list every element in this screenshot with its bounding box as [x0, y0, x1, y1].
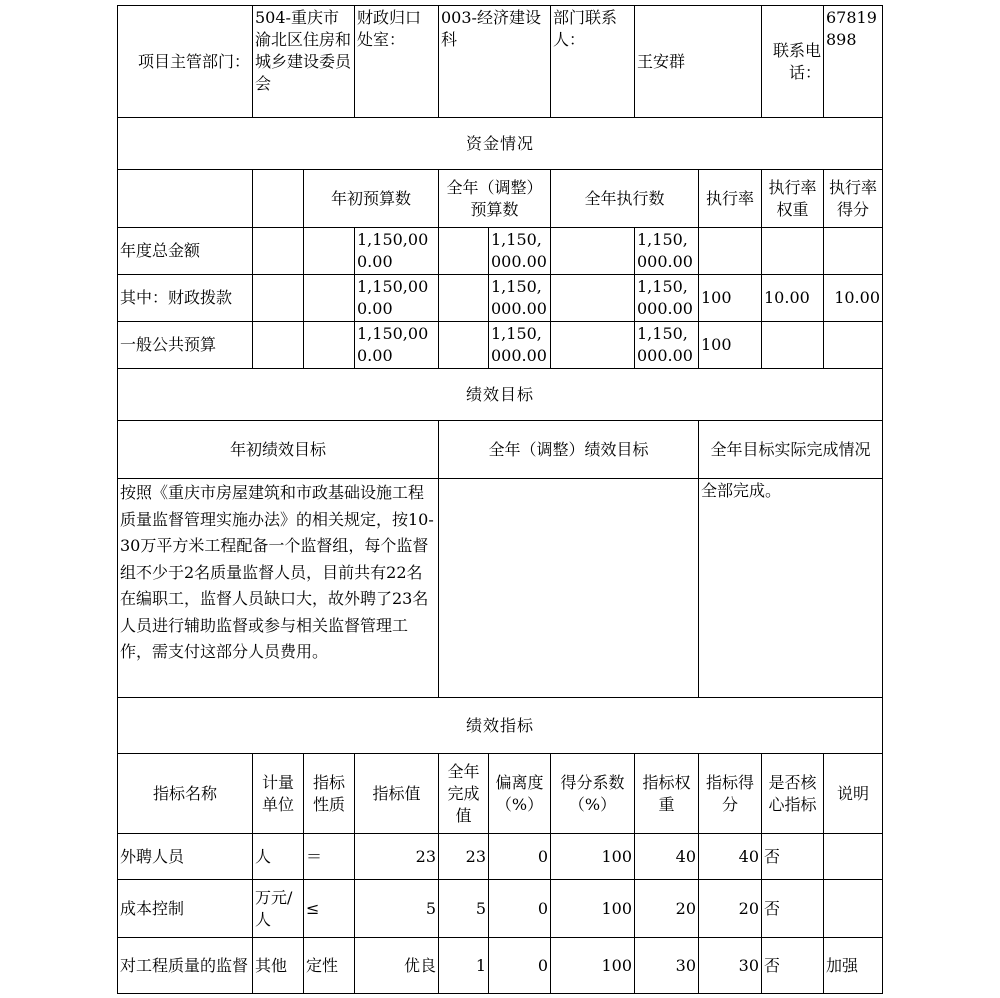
ind-row-note: 加强: [824, 938, 883, 994]
contact-label: 部门联系人：: [551, 6, 635, 118]
goals-actual-text: 全部完成。: [699, 479, 883, 698]
ind-col-name: 指标名称: [118, 754, 253, 834]
ind-row-name: 对工程质量的监督: [118, 938, 253, 994]
goals-initial-text: 按照《重庆市房屋建筑和市政基础设施工程质量监督管理实施办法》的相关规定，按10-30万平方米工程配备一个监督组，每个监督组不少于2名质量监督人员，目前共有22名在编职工，监督人员缺口大，故外聘了23名人员进行辅助监督或参与相关监督管理工作，需支付这部分人员费用。: [118, 479, 439, 698]
ind-row-name: 成本控制: [118, 880, 253, 938]
ind-row-score: 40: [699, 834, 762, 880]
ind-row-weight: 20: [635, 880, 699, 938]
funds-row-rate: [699, 228, 762, 275]
goals-section-title: 绩效目标: [118, 369, 883, 421]
funds-col-weight: 执行率权重: [762, 170, 824, 228]
funds-row-name: 一般公共预算: [118, 322, 253, 369]
ind-col-note: 说明: [824, 754, 883, 834]
dept-label: 项目主管部门：: [118, 6, 253, 118]
finance-label: 财政归口处室：: [355, 6, 439, 118]
funds-col-executed: 全年执行数: [551, 170, 699, 228]
funds-row-executed: 1,150,000.00: [635, 275, 699, 322]
ind-row-core: 否: [762, 938, 824, 994]
ind-row-value: 优良: [355, 938, 439, 994]
funds-row-score: 10.00: [824, 275, 883, 322]
phone-value: 67819898: [824, 6, 883, 118]
phone-label: 联系电话：: [762, 6, 824, 118]
contact-value: 王安群: [635, 6, 762, 118]
ind-row-dev: 0: [489, 834, 551, 880]
funds-row-score: [824, 322, 883, 369]
indicator-row: [118, 880, 883, 938]
ind-col-dev: 偏离度（%）: [489, 754, 551, 834]
ind-row-done: 23: [439, 834, 489, 880]
performance-table: [117, 5, 883, 994]
funds-row-score: [824, 228, 883, 275]
funds-row-weight: [762, 322, 824, 369]
finance-value: 003-经济建设科: [439, 6, 551, 118]
ind-col-unit: 计量单位: [253, 754, 304, 834]
ind-row-done: 1: [439, 938, 489, 994]
funds-row-weight: [762, 228, 824, 275]
ind-row-coef: 100: [551, 938, 635, 994]
indicator-row: [118, 834, 883, 880]
funds-col-adjusted: 全年（调整）预算数: [439, 170, 551, 228]
goals-col-actual: 全年目标实际完成情况: [699, 421, 883, 479]
ind-row-unit: 其他: [253, 938, 304, 994]
ind-col-score: 指标得分: [699, 754, 762, 834]
goals-adjusted-text: [439, 479, 699, 698]
goals-col-initial: 年初绩效目标: [118, 421, 439, 479]
ind-row-done: 5: [439, 880, 489, 938]
ind-row-weight: 30: [635, 938, 699, 994]
funds-row: [118, 322, 883, 369]
funds-row-initial: 1,150,000.00: [355, 275, 439, 322]
ind-row-value: 23: [355, 834, 439, 880]
ind-col-coef: 得分系数（%）: [551, 754, 635, 834]
funds-row-executed: 1,150,000.00: [635, 322, 699, 369]
funds-col-initial: 年初预算数: [304, 170, 439, 228]
ind-row-nature: ＝: [304, 834, 355, 880]
ind-row-core: 否: [762, 834, 824, 880]
funds-row: [118, 275, 883, 322]
ind-col-done: 全年完成值: [439, 754, 489, 834]
funds-header-blank: [253, 170, 304, 228]
ind-row-note: [824, 880, 883, 938]
ind-row-note: [824, 834, 883, 880]
funds-row-weight: 10.00: [762, 275, 824, 322]
ind-row-core: 否: [762, 880, 824, 938]
funds-row-executed: 1,150,000.00: [635, 228, 699, 275]
ind-row-name: 外聘人员: [118, 834, 253, 880]
ind-row-value: 5: [355, 880, 439, 938]
funds-col-score: 执行率得分: [824, 170, 883, 228]
ind-row-score: 30: [699, 938, 762, 994]
ind-col-nature: 指标性质: [304, 754, 355, 834]
ind-col-value: 指标值: [355, 754, 439, 834]
ind-row-nature: 定性: [304, 938, 355, 994]
ind-row-nature: ≤: [304, 880, 355, 938]
ind-row-unit: 人: [253, 834, 304, 880]
goals-col-adjusted: 全年（调整）绩效目标: [439, 421, 699, 479]
ind-row-score: 20: [699, 880, 762, 938]
funds-row-initial: 1,150,000.00: [355, 228, 439, 275]
funds-row-adjusted: 1,150,000.00: [489, 275, 551, 322]
ind-row-weight: 40: [635, 834, 699, 880]
ind-row-dev: 0: [489, 880, 551, 938]
funds-row-rate: 100: [699, 275, 762, 322]
funds-row-rate: 100: [699, 322, 762, 369]
funds-header-blank: [118, 170, 253, 228]
funds-col-rate: 执行率: [699, 170, 762, 228]
ind-col-core: 是否核心指标: [762, 754, 824, 834]
ind-row-coef: 100: [551, 834, 635, 880]
ind-row-dev: 0: [489, 938, 551, 994]
ind-row-unit: 万元/人: [253, 880, 304, 938]
funds-row-adjusted: 1,150,000.00: [489, 228, 551, 275]
indicator-row: [118, 938, 883, 994]
funds-row-adjusted: 1,150,000.00: [489, 322, 551, 369]
funds-row-name: 年度总金额: [118, 228, 253, 275]
funds-row: [118, 228, 883, 275]
ind-col-weight: 指标权重: [635, 754, 699, 834]
funds-row-initial: 1,150,000.00: [355, 322, 439, 369]
ind-row-coef: 100: [551, 880, 635, 938]
dept-value: 504-重庆市渝北区住房和城乡建设委员会: [253, 6, 355, 118]
funds-section-title: 资金情况: [118, 118, 883, 170]
funds-row-name: 其中：财政拨款: [118, 275, 253, 322]
indicators-section-title: 绩效指标: [118, 698, 883, 754]
